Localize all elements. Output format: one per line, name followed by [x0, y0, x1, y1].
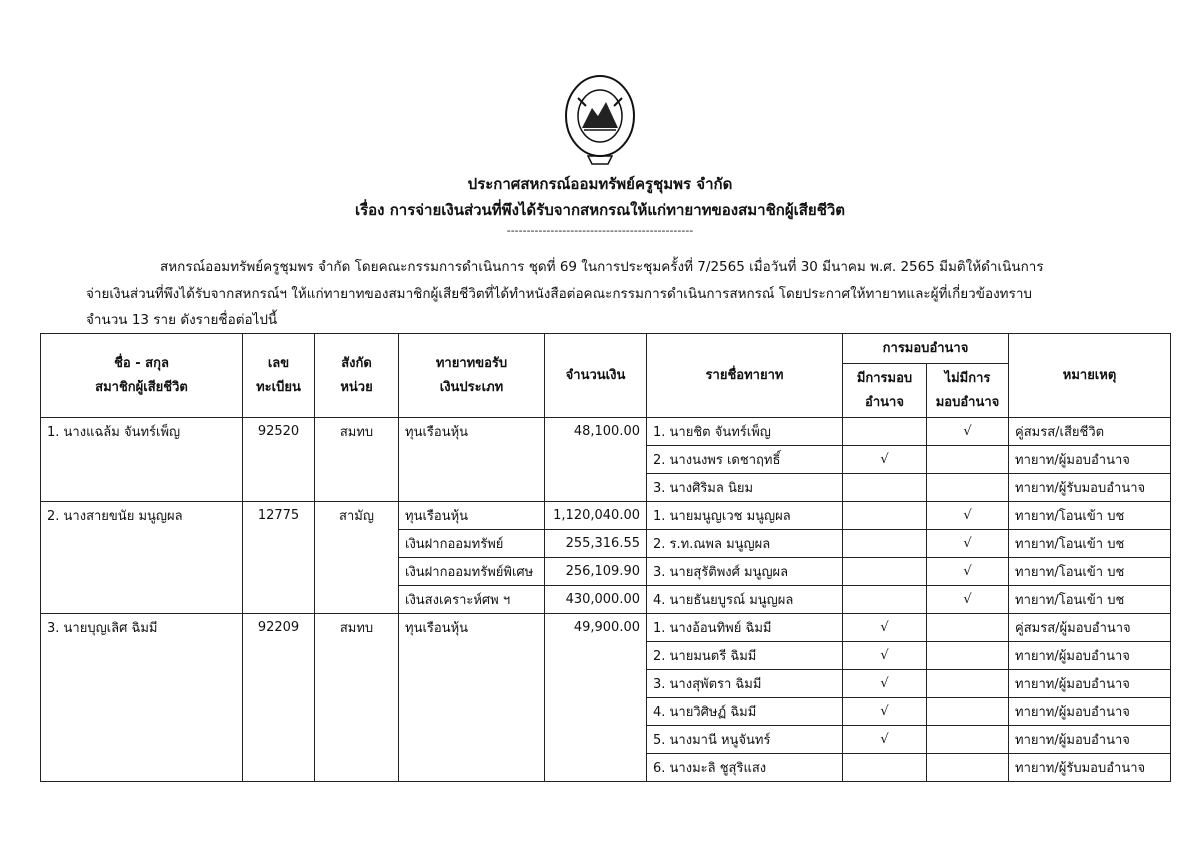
- cell-unit: สามัญ: [315, 502, 399, 530]
- cell-amount: 256,109.90: [545, 558, 647, 586]
- table-row: [41, 670, 1171, 698]
- cell-poa-yes: √: [843, 698, 927, 726]
- cell-poa-yes: [843, 586, 927, 614]
- cell-payment-type: ทุนเรือนหุ้น: [399, 418, 545, 446]
- cell-amount: 1,120,040.00: [545, 502, 647, 530]
- cell-registration-no: 12775: [243, 502, 315, 530]
- cell-member-name: 2. นางสายขนัย มนูญผล: [41, 502, 243, 530]
- announcement-subject: เรื่อง การจ่ายเงินส่วนที่พึงได้รับจากสหกรณให้แก่ทายาทของสมาชิกผู้เสียชีวิต: [354, 201, 846, 219]
- cell-payment-type: [399, 670, 545, 698]
- cell-remark: คู่สมรส/เสียชีวิต: [1009, 418, 1171, 446]
- cell-payment-type: เงินฝากออมทรัพย์พิเศษ: [399, 558, 545, 586]
- cell-member-name: [41, 670, 243, 698]
- col-header-poa-yes-line2: อำนาจ: [865, 394, 904, 410]
- cell-member-name: [41, 698, 243, 726]
- col-header-remark: หมายเหตุ: [1009, 334, 1171, 418]
- cell-amount: [545, 698, 647, 726]
- intro-line-1: สหกรณ์ออมทรัพย์ครูชุมพร จำกัด โดยคณะกรรมการดำเนินการ ชุดที่ 69 ในการประชุมครั้งที่ 7/2565 เมื่อวันที่ 30 มีนาคม พ.ศ. 2565 มีมติให้ดำเนินการ: [160, 259, 1044, 275]
- cell-heir-name: 5. นางมานี หนูจันทร์: [647, 726, 843, 754]
- cell-heir-name: 3. นางศิริมล นิยม: [647, 474, 843, 502]
- cell-unit: สมทบ: [315, 614, 399, 642]
- cell-poa-yes: [843, 558, 927, 586]
- cell-unit: [315, 726, 399, 754]
- cell-heir-name: 1. นายชิต จันทร์เพ็ญ: [647, 418, 843, 446]
- table-row: [41, 530, 1171, 558]
- cell-payment-type: [399, 754, 545, 782]
- col-header-name: [41, 334, 243, 418]
- col-header-poa-no: [927, 364, 1009, 418]
- cell-member-name: [41, 754, 243, 782]
- cell-member-name: 1. นางแฉล้ม จันทร์เพ็ญ: [41, 418, 243, 446]
- col-header-reg: [243, 334, 315, 418]
- col-header-poa: การมอบอำนาจ: [843, 334, 1009, 364]
- cell-remark: ทายาท/โอนเข้า บช: [1009, 558, 1171, 586]
- cell-unit: [315, 474, 399, 502]
- cell-heir-name: 2. ร.ท.ณพล มนูญผล: [647, 530, 843, 558]
- cell-amount: [545, 446, 647, 474]
- table-row: [41, 698, 1171, 726]
- table-row: [41, 502, 1171, 530]
- cell-registration-no: [243, 474, 315, 502]
- cell-poa-no: [927, 446, 1009, 474]
- cell-registration-no: [243, 558, 315, 586]
- cell-heir-name: 3. นายสุรัติพงศ์ มนูญผล: [647, 558, 843, 586]
- cell-payment-type: เงินฝากออมทรัพย์: [399, 530, 545, 558]
- col-header-poa-yes: [843, 364, 927, 418]
- cell-poa-yes: [843, 754, 927, 782]
- cell-registration-no: [243, 530, 315, 558]
- cell-poa-yes: [843, 502, 927, 530]
- cell-remark: ทายาท/ผู้รับมอบอำนาจ: [1009, 474, 1171, 502]
- cell-payment-type: [399, 642, 545, 670]
- cell-remark: ทายาท/ผู้รับมอบอำนาจ: [1009, 754, 1171, 782]
- cell-poa-yes: √: [843, 446, 927, 474]
- col-header-unit-line2: หน่วย: [340, 379, 373, 395]
- cell-payment-type: [399, 474, 545, 502]
- table-row: [41, 446, 1171, 474]
- cell-amount: [545, 474, 647, 502]
- cell-payment-type: [399, 726, 545, 754]
- cell-heir-name: 4. นายวิศิษฏ์ ฉิมมี: [647, 698, 843, 726]
- cell-amount: [545, 642, 647, 670]
- cell-remark: ทายาท/โอนเข้า บช: [1009, 502, 1171, 530]
- col-header-unit: [315, 334, 399, 418]
- cell-remark: ทายาท/โอนเข้า บช: [1009, 530, 1171, 558]
- cell-payment-type: [399, 698, 545, 726]
- beneficiary-table: [40, 333, 1171, 782]
- cell-registration-no: 92520: [243, 418, 315, 446]
- table-row: [41, 754, 1171, 782]
- cell-heir-name: 4. นายธันยบูรณ์ มนูญผล: [647, 586, 843, 614]
- cell-amount: [545, 670, 647, 698]
- cell-poa-no: √: [927, 558, 1009, 586]
- cell-poa-no: √: [927, 418, 1009, 446]
- cell-unit: [315, 642, 399, 670]
- cell-member-name: 3. นายบุญเลิศ ฉิมมี: [41, 614, 243, 642]
- cell-member-name: [41, 558, 243, 586]
- cell-unit: [315, 698, 399, 726]
- cell-poa-no: [927, 698, 1009, 726]
- cell-poa-no: √: [927, 502, 1009, 530]
- cell-payment-type: [399, 446, 545, 474]
- cell-poa-yes: √: [843, 642, 927, 670]
- cell-registration-no: [243, 726, 315, 754]
- cell-amount: 430,000.00: [545, 586, 647, 614]
- cell-remark: ทายาท/ผู้มอบอำนาจ: [1009, 698, 1171, 726]
- cell-poa-no: √: [927, 586, 1009, 614]
- table-row: [41, 642, 1171, 670]
- cell-registration-no: 92209: [243, 614, 315, 642]
- col-header-amount: จำนวนเงิน: [545, 334, 647, 418]
- cell-member-name: [41, 726, 243, 754]
- cell-registration-no: [243, 642, 315, 670]
- cell-unit: [315, 558, 399, 586]
- col-header-poa-yes-line1: มีการมอบ: [856, 370, 913, 386]
- cell-unit: [315, 754, 399, 782]
- cell-amount: 255,316.55: [545, 530, 647, 558]
- cell-poa-yes: √: [843, 670, 927, 698]
- cell-poa-no: [927, 726, 1009, 754]
- cell-amount: [545, 726, 647, 754]
- col-header-reg-line1: เลข: [267, 355, 290, 371]
- cell-heir-name: 1. นางอ้อนทิพย์ ฉิมมี: [647, 614, 843, 642]
- cell-unit: [315, 586, 399, 614]
- cell-poa-no: [927, 754, 1009, 782]
- cell-heir-name: 6. นางมะลิ ชูสุริแสง: [647, 754, 843, 782]
- announcement-title: ประกาศสหกรณ์ออมทรัพย์ครูชุมพร จำกัด: [467, 175, 733, 193]
- col-header-type-line1: ทายาทขอรับ: [435, 355, 508, 371]
- cell-member-name: [41, 642, 243, 670]
- cell-poa-yes: [843, 530, 927, 558]
- title-divider: -----------------------------------------------: [506, 224, 694, 237]
- cell-poa-no: [927, 614, 1009, 642]
- table-row: [41, 558, 1171, 586]
- cell-unit: [315, 446, 399, 474]
- cell-unit: [315, 530, 399, 558]
- cell-poa-no: √: [927, 530, 1009, 558]
- cooperative-seal-logo: [562, 72, 638, 168]
- cell-heir-name: 3. นางสุพัตรา ฉิมมี: [647, 670, 843, 698]
- cell-remark: ทายาท/ผู้มอบอำนาจ: [1009, 670, 1171, 698]
- cell-heir-name: 1. นายมนูญเวช มนูญผล: [647, 502, 843, 530]
- cell-poa-yes: √: [843, 614, 927, 642]
- cell-payment-type: ทุนเรือนหุ้น: [399, 502, 545, 530]
- cell-remark: ทายาท/ผู้มอบอำนาจ: [1009, 446, 1171, 474]
- cell-amount: [545, 754, 647, 782]
- col-header-heirs: รายชื่อทายาท: [647, 334, 843, 418]
- cell-unit: [315, 670, 399, 698]
- cell-payment-type: เงินสงเคราะห์ศพ ฯ: [399, 586, 545, 614]
- intro-line-3: จำนวน 13 ราย ดังรายชื่อต่อไปนี้: [86, 312, 278, 328]
- table-row: [41, 474, 1171, 502]
- cell-registration-no: [243, 698, 315, 726]
- col-header-type: [399, 334, 545, 418]
- cell-amount: 48,100.00: [545, 418, 647, 446]
- cell-unit: สมทบ: [315, 418, 399, 446]
- cell-remark: คู่สมรส/ผู้มอบอำนาจ: [1009, 614, 1171, 642]
- col-header-poa-no-line2: มอบอำนาจ: [935, 394, 1000, 410]
- col-header-unit-line1: สังกัด: [341, 355, 372, 371]
- col-header-name-line1: ชื่อ - สกุล: [114, 355, 169, 371]
- col-header-name-line2: สมาชิกผู้เสียชีวิต: [95, 379, 188, 395]
- cell-registration-no: [243, 586, 315, 614]
- cell-poa-yes: [843, 474, 927, 502]
- table-row: [41, 726, 1171, 754]
- cell-poa-no: [927, 670, 1009, 698]
- cell-member-name: [41, 446, 243, 474]
- cell-poa-yes: √: [843, 726, 927, 754]
- table-row: [41, 614, 1171, 642]
- cell-heir-name: 2. นายมนตรี ฉิมมี: [647, 642, 843, 670]
- cell-remark: ทายาท/โอนเข้า บช: [1009, 586, 1171, 614]
- cell-member-name: [41, 530, 243, 558]
- cell-payment-type: ทุนเรือนหุ้น: [399, 614, 545, 642]
- cell-member-name: [41, 586, 243, 614]
- cell-registration-no: [243, 446, 315, 474]
- cell-heir-name: 2. นางนงพร เดชาฤทธิ์: [647, 446, 843, 474]
- cell-registration-no: [243, 670, 315, 698]
- table-body: [41, 418, 1171, 782]
- cell-amount: 49,900.00: [545, 614, 647, 642]
- cell-registration-no: [243, 754, 315, 782]
- cell-poa-yes: [843, 418, 927, 446]
- intro-line-2: จ่ายเงินส่วนที่พึงได้รับจากสหกรณ์ฯ ให้แก่ทายาทของสมาชิกผู้เสียชีวิตที่ได้ทำหนังสือต่อคณะกรรมการดำเนินการสหกรณ์ โดยประกาศให้ทายาทและผู้ที่เกี่ยวข้องทราบ: [86, 286, 1032, 302]
- cell-remark: ทายาท/ผู้มอบอำนาจ: [1009, 642, 1171, 670]
- cell-poa-no: [927, 642, 1009, 670]
- cell-poa-no: [927, 474, 1009, 502]
- col-header-reg-line2: ทะเบียน: [256, 379, 301, 395]
- col-header-poa-no-line1: ไม่มีการ: [944, 370, 991, 386]
- cell-remark: ทายาท/ผู้มอบอำนาจ: [1009, 726, 1171, 754]
- table-row: [41, 418, 1171, 446]
- table-row: [41, 586, 1171, 614]
- cell-member-name: [41, 474, 243, 502]
- col-header-type-line2: เงินประเภท: [439, 379, 504, 395]
